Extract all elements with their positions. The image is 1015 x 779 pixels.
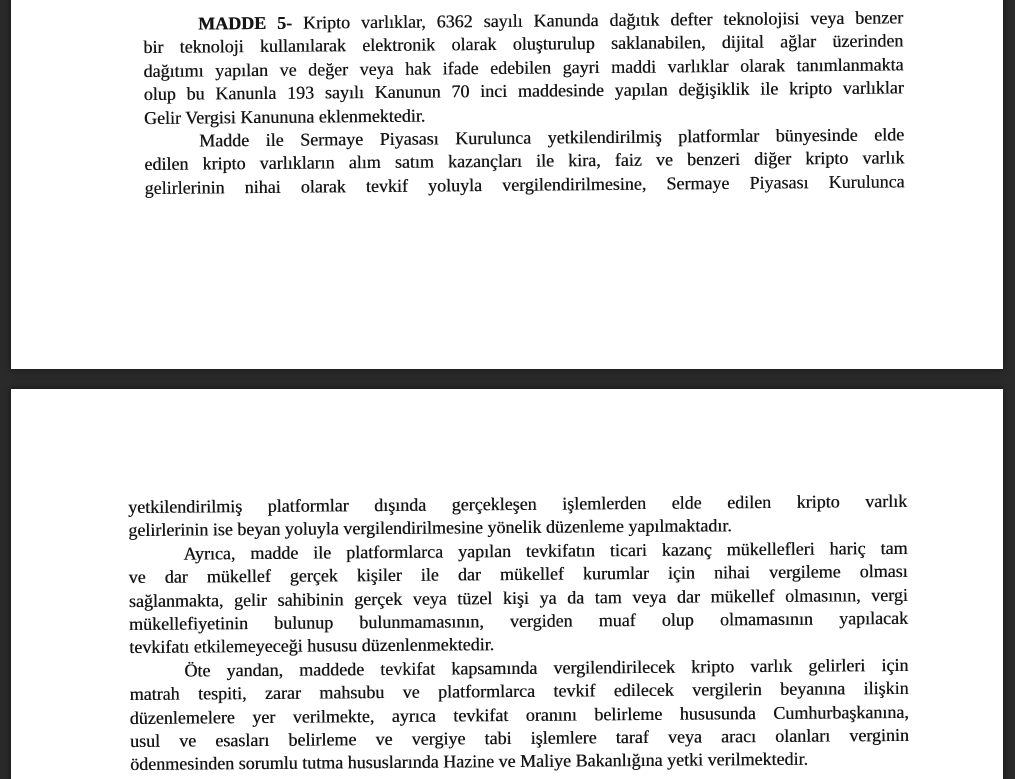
page-1-text	[143, 6, 905, 200]
text-line: dağıtımı yapılan ve değer veya hak ifade edebilen gayri maddi varlıklar olarak tanımlanmakta	[143, 54, 904, 81]
page-1	[11, 0, 1003, 369]
text-line: Gelir Vergisi Kanununa eklenmektedir.	[143, 105, 426, 128]
text-line: düzenlemelere yer verilmekte, ayrıca tevkifat oranını belirleme hususunda Cumhurbaşkanına,	[129, 701, 909, 728]
text-line: Öte yandan, maddede tevkifat kapsamında vergilendirilecek kripto varlık gelirleri için	[184, 654, 909, 681]
text-line: Ayrıca, madde ile platformlarca yapılan tevkifatın ticari kazanç mükellefleri hariç tam	[183, 537, 908, 564]
page-2-text	[128, 490, 909, 777]
text-line: edilen kripto varlıkların alım satım kazançları ile kira, faiz ve benzeri diğer kripto varlık	[144, 147, 905, 175]
paragraph	[128, 537, 908, 660]
text-line: ödenmesinden sorumlu tutma hususlarında Hazine ve Maliye Bakanlığına yetki verilmektedir.	[130, 749, 809, 775]
madde-5-heading: MADDE 5-	[198, 12, 293, 34]
paragraph	[128, 490, 907, 543]
text-line: gelirlerinin ise beyan yoluyla vergilendirilmesine yönelik düzenleme yapılmaktadır.	[128, 515, 732, 541]
text-line: usul ve esasları belirleme ve vergiye tabi işlemlere taraf veya aracı olanları verginin	[129, 724, 909, 752]
paragraph	[144, 123, 905, 200]
paragraph	[143, 6, 904, 130]
text-line: yetkilendirilmiş platformlar dışında gerçekleşen işlemlerden elde edilen kripto varlık	[128, 490, 908, 517]
text-line: matrah tespiti, zarar mahsubu ve platformlarca tevkif edilecek vergilerin beyanına ilişkin	[129, 678, 909, 705]
text-line: Madde ile Sermaye Piyasası Kurulunca yetkilendirilmiş platformlar bünyesinde elde	[199, 124, 905, 151]
text-line: tevkifatı etkilemeyeceği hususu düzenlenmektedir.	[129, 634, 495, 658]
text-line: MADDE 5- Kripto varlıklar, 6362 sayılı Kanunda dağıtık defter teknolojisi veya benzer	[198, 7, 904, 34]
page-2	[11, 389, 1003, 779]
text-line: mükellefiyetinin bulunup bulunmamasının, vergiden muaf olup olmamasının yapılacak	[128, 607, 909, 635]
paragraph	[129, 654, 909, 777]
text-line: gelirlerinin nihai olarak tevkif yoluyla vergilendirilmesine, Sermaye Piyasası Kurulunca	[144, 171, 905, 198]
text-line: ve dar mükellef gerçek kişiler ile dar mükellef kurumlar için nihai vergileme olması	[128, 561, 908, 588]
text-line: olup bu Kanunla 193 sayılı Kanunun 70 inci maddesinde yapılan değişiklik ile kripto varlıklar	[143, 77, 904, 105]
text-line: bir teknoloji kullanılarak elektronik olarak oluşturulup saklanabilen, dijital ağlar üzerinden	[143, 30, 904, 58]
text-line: sağlanmakta, gelir sahibinin gerçek veya tüzel kişi ya da tam veya dar mükellef olmasının, vergi	[128, 584, 908, 611]
